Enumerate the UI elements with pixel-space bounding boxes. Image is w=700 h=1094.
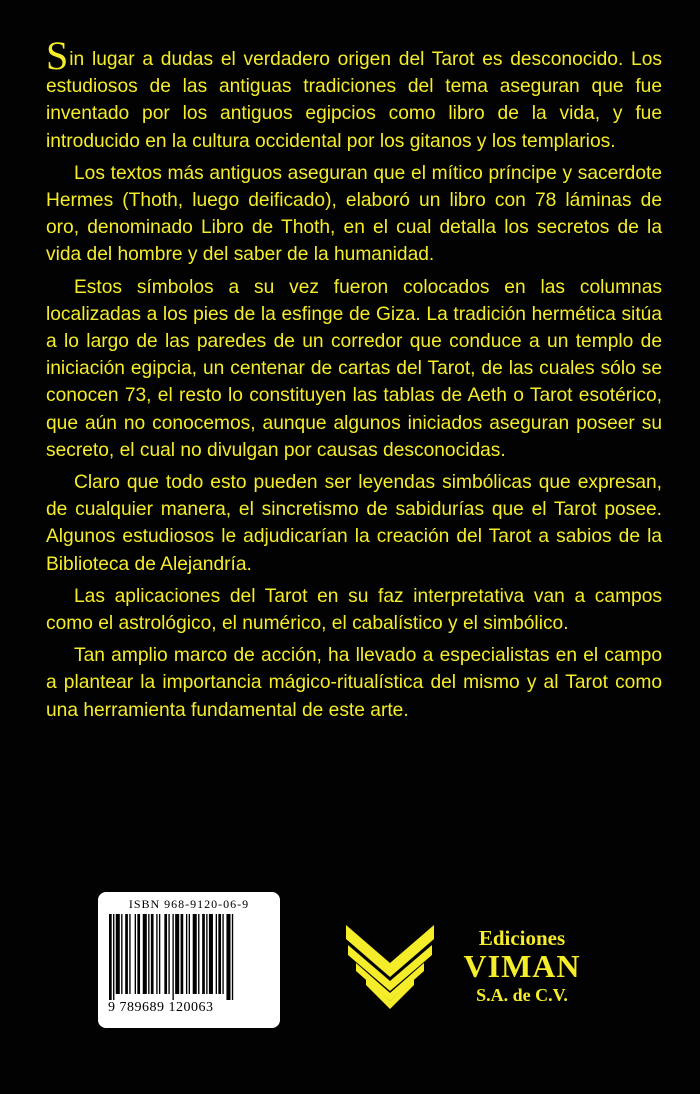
isbn-barcode-label (98, 892, 280, 1028)
publisher-line-2: VIMAN (463, 948, 581, 984)
synopsis-text (46, 33, 662, 729)
publisher-line-3: S.A. de C.V. (476, 985, 568, 1005)
paragraph-4: Claro que todo esto pueden ser leyendas simbólicas que expresan, de cualquier manera, el sincretismo de sabidurías que el Tarot posee. Algunos estudiosos le adjudicarían la creación del Tarot a sabios de la Biblioteca de Alejandría. (46, 472, 662, 575)
paragraph-3: Estos símbolos a su vez fueron colocados en las columnas localizadas a los pies de la esfinge de Giza. La tradición hermética sitúa a lo largo de las paredes de un corredor que conduce a un templo de iniciación egipcia, un centenar de cartas del Tarot, de las cuales sólo se conocen 73, el resto lo constituyen las tablas de Aeth o Tarot esotérico, que aún no conocemos, aunque algunos iniciados aseguran poseer su secreto, el cual no divulgan por causas desconocidas. (46, 276, 662, 461)
paragraph-5: Las aplicaciones del Tarot en su faz interpretativa van a campos como el astrológico, el numérico, el cabalístico y el simbólico. (46, 585, 662, 635)
publisher-line-1: Ediciones (478, 926, 566, 950)
publisher-name (462, 926, 582, 1008)
isbn-number: ISBN 968-9120-06-9 (128, 897, 250, 911)
paragraph-1-text: in lugar a dudas el verdadero origen del Tarot es desconocido. Los estudiosos de las antiguas tradiciones del tema aseguran que fue inventado por los antiguos egipcios como libro de la vida, y fue introducido en la cultura occidental por los gitanos y los templarios. (46, 49, 662, 152)
drop-cap: S (46, 33, 69, 78)
paragraph-1 (46, 33, 662, 155)
paragraph-2: Los textos más antiguos aseguran que el mítico príncipe y sacerdote Hermes (Thoth, luego deificado), elaboró un libro con 78 láminas de oro, denominado Libro de Thoth, en el cual detalla los secretos de la vida del hombre y del saber de la humanidad. (46, 162, 662, 266)
paragraph-6: Tan amplio marco de acción, ha llevado a especialistas en el campo a plantear la importancia mágico-ritualística del mismo y al Tarot como una herramienta fundamental de este arte. (46, 645, 662, 721)
viman-chevron-logo-icon (340, 915, 440, 1015)
barcode-digits: 9 789689 120063 (108, 1000, 214, 1015)
barcode-icon (109, 914, 269, 1000)
